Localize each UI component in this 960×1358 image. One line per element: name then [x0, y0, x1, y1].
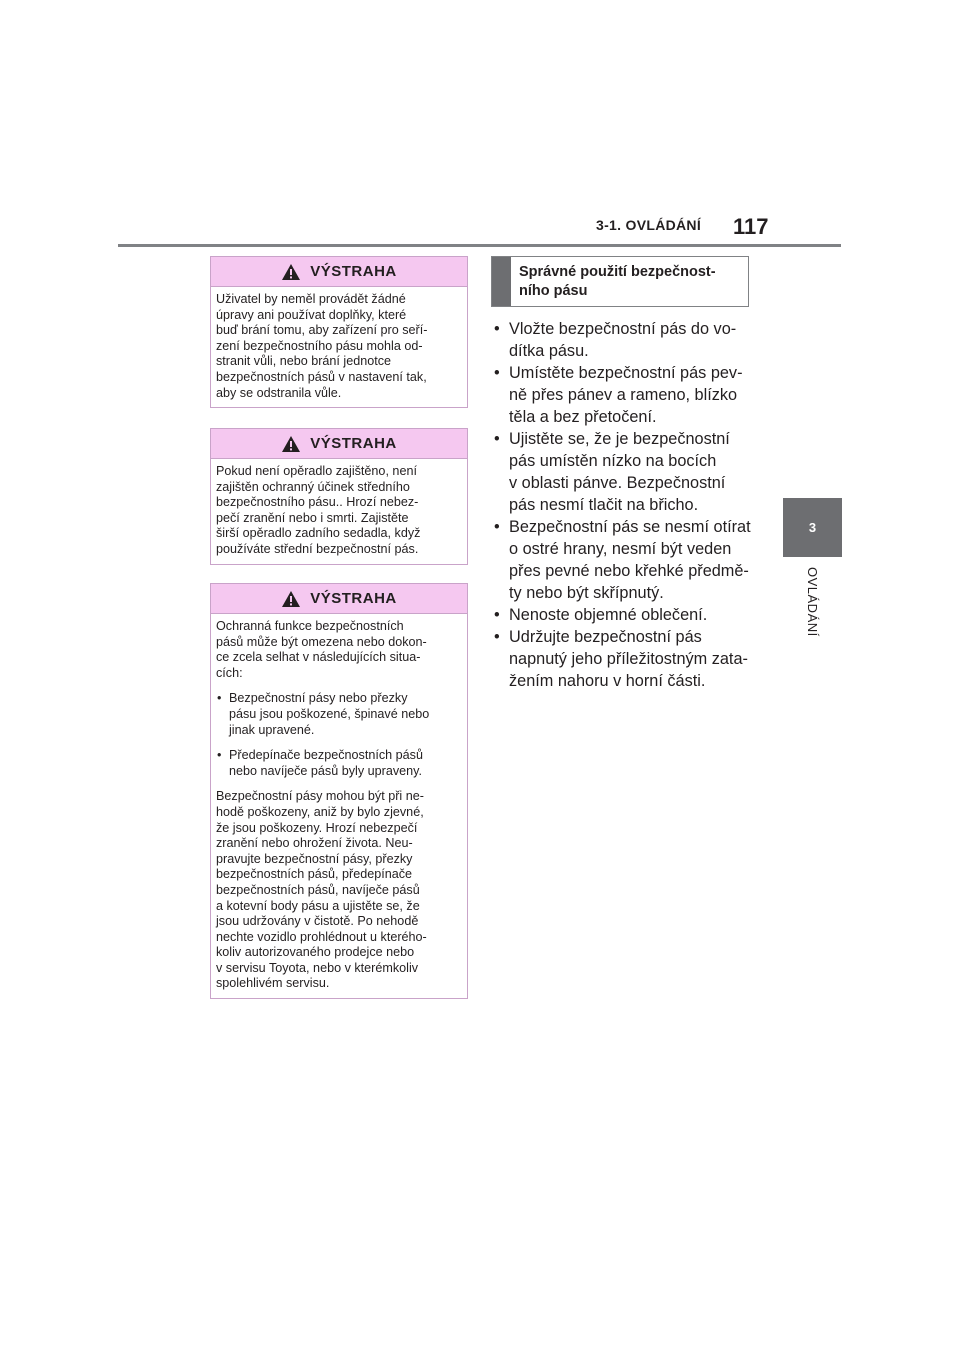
list-item-line: o ostré hrany, nesmí být veden [509, 540, 732, 558]
warning-triangle-icon [281, 263, 301, 281]
warning-line: bezpečnostních pásů, navíječe pásů [216, 882, 420, 897]
warning-text [211, 287, 467, 407]
list-item-line: ně přes pánev a rameno, blízko [509, 386, 738, 404]
warning-text [211, 459, 467, 564]
warning-triangle-icon [281, 590, 301, 608]
warning-line: a kotevní body pásu a ujistěte se, že [216, 898, 420, 913]
warning-line: Uživatel by neměl provádět žádné [216, 292, 406, 306]
chapter-tab: 3 [783, 498, 842, 557]
warning-line: úpravy ani používat doplňky, které [216, 307, 407, 322]
warning-line: Ochranná funkce bezpečnostních [216, 619, 404, 633]
list-item [216, 748, 462, 779]
section-heading-box [491, 256, 749, 307]
list-item [490, 428, 754, 516]
warning-line: jinak upravené. [229, 722, 315, 737]
header-rule [118, 244, 841, 247]
header-section-title: 3-1. OVLÁDÁNÍ [596, 217, 702, 233]
warning-header [211, 257, 467, 287]
instruction-list [490, 318, 754, 692]
warning-bullet-list [216, 691, 462, 779]
section-heading [519, 263, 744, 301]
warning-header [211, 584, 467, 614]
warning-line: Bezpečnostní pásy mohou být při ne- [216, 789, 424, 804]
warning-line: buď brání tomu, aby zařízení pro seří- [216, 323, 428, 338]
list-item-line: přes pevné nebo křehké předmě- [509, 562, 749, 580]
warning-line: nechte vozidlo prohlédnout u kterého- [216, 929, 427, 944]
list-item-line: dítka pásu. [509, 342, 589, 360]
list-item-line: Bezpečnostní pás se nesmí otírat [509, 518, 751, 536]
list-item-line: pás umístěn nízko na bocích [509, 452, 717, 470]
warning-line: cích: [216, 665, 243, 680]
warning-line: používáte střední bezpečnostní pás. [216, 541, 419, 556]
warning-line: zajištěn ochranný účinek středního [216, 479, 410, 494]
list-item-line: napnutý jeho příležitostným zata- [509, 650, 748, 668]
list-item-line: žením nahoru v horní části. [509, 672, 706, 690]
warning-line: aby se odstranila vůle. [216, 385, 342, 400]
warning-line: zranění nebo ohrožení života. Neu- [216, 836, 413, 851]
warning-box-2 [210, 428, 468, 565]
chapter-label: OVLÁDÁNÍ [805, 567, 820, 637]
list-item [490, 604, 754, 626]
section-heading-line: Správné použití bezpečnost- [519, 264, 716, 280]
warning-line: pravujte bezpečnostní pásy, přezky [216, 851, 413, 866]
warning-line: nebo navíječe pásů byly upraveny. [229, 763, 422, 778]
list-item [490, 318, 754, 362]
list-item [216, 691, 462, 738]
list-item-line: Umístěte bezpečnostní pás pev- [509, 364, 743, 382]
warning-line: pásu jsou poškozené, špinavé nebo [229, 706, 430, 721]
warning-line: pečí zranění nebo i smrti. Zajistěte [216, 510, 409, 525]
list-item [490, 626, 754, 692]
list-item [490, 362, 754, 428]
list-item-line: v oblasti pánve. Bezpečnostní [509, 474, 726, 492]
warning-line: zení bezpečnostního pásu mohla od- [216, 338, 423, 353]
warning-text [211, 614, 467, 998]
warning-line: pásů může být omezena nebo dokon- [216, 634, 427, 649]
warning-line: Bezpečnostní pásy nebo přezky [229, 691, 408, 706]
warning-header [211, 429, 467, 459]
list-item [490, 516, 754, 604]
warning-line: bezpečnostních pásů, předepínače [216, 867, 413, 882]
warning-line: spolehlivém servisu. [216, 976, 330, 991]
warning-line: jsou udržovány v čistotě. Po nehodě [216, 914, 419, 929]
list-item-line: ty nebo být skřípnutý. [509, 584, 664, 602]
warning-line: že jsou poškozeny. Hrozí nebezpečí [216, 820, 418, 835]
section-heading-bar [492, 257, 511, 306]
warning-line: hodě poškozeny, aniž by bylo zjevné, [216, 804, 424, 819]
list-item-line: Udržujte bezpečnostní pás [509, 628, 702, 646]
list-item-line: pás nesmí tlačit na břicho. [509, 496, 699, 514]
warning-line: širší opěradlo zadního sedadla, když [216, 526, 421, 541]
warning-line: bezpečnostního pásu.. Hrozí nebez- [216, 495, 419, 510]
warning-triangle-icon [281, 435, 301, 453]
warning-line: v servisu Toyota, nebo v kterémkoliv [216, 960, 419, 975]
list-item-line: Vložte bezpečnostní pás do vo- [509, 320, 737, 338]
warning-line: Předepínače bezpečnostních pásů [229, 748, 423, 763]
warning-line: koliv autorizovaného prodejce nebo [216, 945, 415, 960]
list-item-line: Nenoste objemné oblečení. [509, 606, 708, 624]
warning-box-1 [210, 256, 468, 408]
warning-line: ce zcela selhat v následujících situa- [216, 650, 421, 665]
warning-title: VÝSTRAHA [310, 263, 397, 280]
warning-title: VÝSTRAHA [310, 435, 397, 452]
warning-title: VÝSTRAHA [310, 590, 397, 607]
warning-line: bezpečnostních pásů v nastavení tak, [216, 369, 427, 384]
list-item-line: těla a bez přetočení. [509, 408, 657, 426]
list-item-line: Ujistěte se, že je bezpečnostní [509, 430, 730, 448]
section-heading-line: ního pásu [519, 283, 588, 299]
page-number: 117 [733, 214, 769, 239]
warning-line: stranit vůli, nebo brání jednotce [216, 354, 392, 369]
warning-line: Pokud není opěradlo zajištěno, není [216, 464, 417, 478]
warning-box-3 [210, 583, 468, 999]
